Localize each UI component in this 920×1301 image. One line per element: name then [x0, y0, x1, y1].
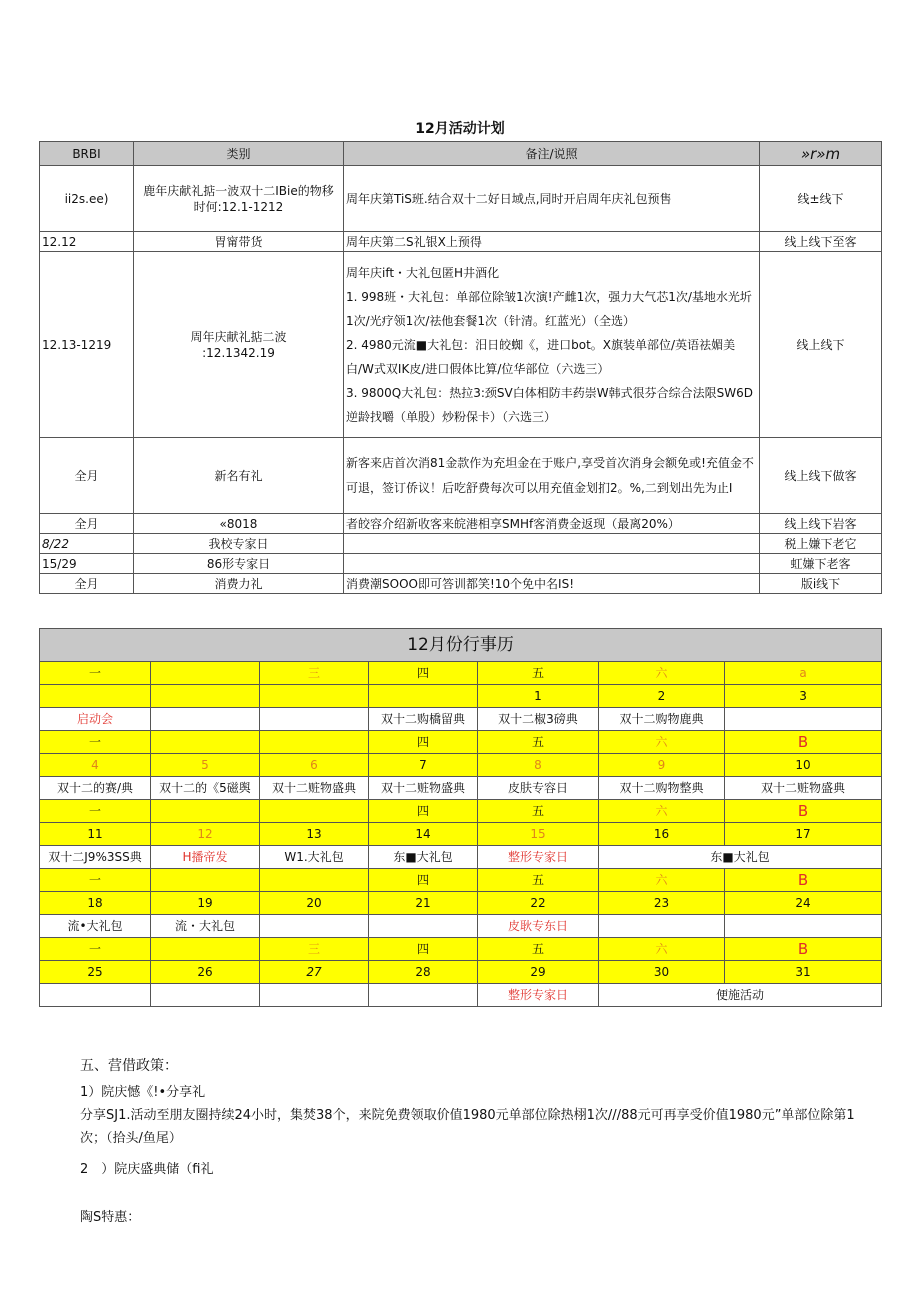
- calendar-event-cell: [151, 708, 260, 731]
- calendar-date-cell: 12: [151, 823, 260, 846]
- plan-cell-date: 全月: [40, 574, 134, 594]
- plan-row: [40, 574, 882, 594]
- calendar-title: 12月份行事历: [40, 629, 882, 662]
- calendar-weekday-cell: B: [725, 938, 882, 961]
- calendar-event-cell: H播帝发: [151, 846, 260, 869]
- calendar-weekday-cell: 一: [40, 662, 151, 685]
- calendar-date-cell: 21: [369, 892, 478, 915]
- calendar-weekday-cell: [151, 869, 260, 892]
- plan-cell-channel: 虹嫌下老客: [760, 554, 882, 574]
- plan-cell-date: 8/22: [40, 534, 134, 554]
- calendar-date-cell: 29: [478, 961, 599, 984]
- policy-item-1-detail: 分享SJ1.活动至朋友圈持续24小时，集焚38个，来院免费领取价值1980元单部位除热栩1次///88元可再享受价值1980元”单部位除第1次；（拾头/鱼尾）: [80, 1108, 855, 1146]
- plan-header-date: BRBI: [40, 142, 134, 166]
- calendar-event-cell: [40, 984, 151, 1007]
- calendar-event-cell: [725, 708, 882, 731]
- calendar-date-cell: 22: [478, 892, 599, 915]
- plan-cell-date: 全月: [40, 438, 134, 514]
- plan-cell-category: 消费力礼: [134, 574, 344, 594]
- plan-header-channel: »r»m: [760, 142, 882, 166]
- calendar-date-cell: 8: [478, 754, 599, 777]
- plan-cell-channel: 线上线下做客: [760, 438, 882, 514]
- plan-cell-date: 12.13-1219: [40, 252, 134, 438]
- policy-item-3: 陶S特惠：: [80, 1210, 141, 1225]
- calendar-weekday-cell: B: [725, 869, 882, 892]
- plan-title: 12月活动计划: [415, 121, 505, 137]
- calendar-event-cell: 流・大礼包: [151, 915, 260, 938]
- calendar-date-cell: 6: [260, 754, 369, 777]
- plan-cell-channel: 线上线下: [760, 252, 882, 438]
- plan-cell-category: 鹿年庆献礼掂一波双十二IBie的物移 时何:12.1-1212: [134, 166, 344, 232]
- plan-row: [40, 166, 882, 232]
- calendar-event-cell: W1.大礼包: [260, 846, 369, 869]
- calendar-event-cell: 双十二椒3磅典: [478, 708, 599, 731]
- calendar-weekday-cell: 六: [599, 662, 725, 685]
- calendar-event-cell: 双十二J9%3SS典: [40, 846, 151, 869]
- calendar-weekday-cell: [151, 731, 260, 754]
- calendar-date-cell: 18: [40, 892, 151, 915]
- plan-cell-date: ii2s.ee): [40, 166, 134, 232]
- calendar-event-cell: 双十二赃物盛典: [369, 777, 478, 800]
- policy-heading: 五、营借政策：: [80, 1058, 178, 1074]
- plan-cell-category: 胃甯带货: [134, 232, 344, 252]
- calendar-date-cell: 31: [725, 961, 882, 984]
- calendar-date-cell: 26: [151, 961, 260, 984]
- calendar-event-row: [40, 984, 882, 1007]
- calendar-day-row: [40, 754, 882, 777]
- calendar-event-cell: 双十二的赛/典: [40, 777, 151, 800]
- calendar-date-cell: [151, 685, 260, 708]
- calendar-date-cell: 24: [725, 892, 882, 915]
- calendar-event-row: [40, 777, 882, 800]
- calendar-weekday-cell: B: [725, 800, 882, 823]
- calendar-event-cell: [599, 915, 725, 938]
- policy-item-1: 1）院庆憾《!•分享礼: [80, 1085, 206, 1100]
- plan-cell-category: 新名有礼: [134, 438, 344, 514]
- plan-table: [39, 141, 882, 594]
- calendar-date-cell: 10: [725, 754, 882, 777]
- calendar-date-cell: 1: [478, 685, 599, 708]
- plan-cell-channel: 版i线下: [760, 574, 882, 594]
- calendar-weekday-cell: 六: [599, 800, 725, 823]
- calendar-day-row: [40, 823, 882, 846]
- calendar-date-cell: 13: [260, 823, 369, 846]
- calendar-weekday-cell: 五: [478, 869, 599, 892]
- calendar-date-cell: 7: [369, 754, 478, 777]
- plan-cell-channel: 线上线下岩客: [760, 514, 882, 534]
- calendar-date-cell: [260, 685, 369, 708]
- calendar-event-row: [40, 915, 882, 938]
- calendar-date-cell: 4: [40, 754, 151, 777]
- calendar-event-cell: 整形专家日: [478, 846, 599, 869]
- calendar-date-cell: 14: [369, 823, 478, 846]
- calendar-weekday-cell: 一: [40, 731, 151, 754]
- calendar-weekday-cell: [151, 938, 260, 961]
- calendar-weekday-cell: 三: [260, 938, 369, 961]
- plan-cell-note: 消费潮SOOO即可答训都笑!10个免中名IS!: [344, 574, 760, 594]
- calendar-weekday-row: [40, 662, 882, 685]
- calendar-weekday-cell: a: [725, 662, 882, 685]
- plan-cell-channel: 线±线下: [760, 166, 882, 232]
- calendar-date-cell: 30: [599, 961, 725, 984]
- calendar-weekday-cell: 四: [369, 938, 478, 961]
- plan-body: [40, 166, 882, 594]
- calendar-body: [40, 662, 882, 1007]
- plan-cell-date: 15/29: [40, 554, 134, 574]
- calendar-date-cell: [40, 685, 151, 708]
- plan-cell-note: [344, 554, 760, 574]
- calendar-date-cell: 5: [151, 754, 260, 777]
- calendar-day-row: [40, 685, 882, 708]
- plan-cell-date: 全月: [40, 514, 134, 534]
- plan-row: [40, 514, 882, 534]
- calendar-table: [39, 628, 882, 1007]
- calendar-event-cell: [260, 984, 369, 1007]
- calendar-weekday-cell: 一: [40, 938, 151, 961]
- calendar-event-cell: 东■大礼包: [369, 846, 478, 869]
- calendar-weekday-cell: 四: [369, 662, 478, 685]
- calendar-weekday-cell: 六: [599, 869, 725, 892]
- calendar-event-cell: [369, 984, 478, 1007]
- calendar-date-cell: 16: [599, 823, 725, 846]
- calendar-event-cell: 东■大礼包: [599, 846, 882, 869]
- calendar-event-cell: [260, 915, 369, 938]
- plan-cell-channel: 线上线下至客: [760, 232, 882, 252]
- calendar-weekday-row: [40, 800, 882, 823]
- calendar-weekday-cell: B: [725, 731, 882, 754]
- calendar-event-cell: 双十二赃物盛典: [725, 777, 882, 800]
- plan-header-row: [40, 142, 882, 166]
- calendar-date-cell: 17: [725, 823, 882, 846]
- calendar-weekday-row: [40, 731, 882, 754]
- plan-cell-note: [344, 534, 760, 554]
- calendar-weekday-cell: [260, 869, 369, 892]
- calendar-weekday-cell: 三: [260, 662, 369, 685]
- plan-row: [40, 438, 882, 514]
- calendar-weekday-cell: 六: [599, 938, 725, 961]
- calendar-date-cell: 2: [599, 685, 725, 708]
- calendar-event-cell: 双十二的《5磁舆: [151, 777, 260, 800]
- calendar-event-cell: 便施活动: [599, 984, 882, 1007]
- calendar-weekday-cell: [260, 731, 369, 754]
- policy-item-2: 2 ）院庆盛典储（fi礼: [80, 1162, 214, 1177]
- calendar-event-row: [40, 846, 882, 869]
- calendar-event-cell: [725, 915, 882, 938]
- calendar-event-cell: 皮肤专容日: [478, 777, 599, 800]
- plan-cell-category: 周年庆献礼掂二波 :12.1342.19: [134, 252, 344, 438]
- calendar-event-cell: [260, 708, 369, 731]
- calendar-date-cell: 28: [369, 961, 478, 984]
- plan-cell-date: 12.12: [40, 232, 134, 252]
- calendar-weekday-cell: 五: [478, 800, 599, 823]
- calendar-weekday-cell: [260, 800, 369, 823]
- plan-cell-note: 周年庆ift・大礼包匿H井酒化 1. 998班・大礼包：单部位除皱1次演!产雌1次，强力大气芯1次/基地水光圻1次/光疗领1次/祛他套餐1次（针清。红蓝光）（全选） 2. 4980元流■大礼包：汨日皎蜘《，进口bot。X旗装单部位/英语祛媚美白/W式双IK皮/进口假体比算/位华部位（六选三） 3. 9800Q大礼包：热拉3:颈SV白体相防丰药崇W韩式很芬合综合法限SW6D逆龄找嚼（单股）炒粉保卡）（六选三）: [344, 252, 760, 438]
- calendar-event-cell: [369, 915, 478, 938]
- plan-cell-category: «8018: [134, 514, 344, 534]
- calendar-date-cell: 25: [40, 961, 151, 984]
- calendar-date-cell: 15: [478, 823, 599, 846]
- calendar-weekday-cell: 一: [40, 800, 151, 823]
- calendar-event-cell: 双十二购橋留典: [369, 708, 478, 731]
- calendar-weekday-cell: 四: [369, 800, 478, 823]
- calendar-weekday-cell: 五: [478, 662, 599, 685]
- calendar-date-cell: [369, 685, 478, 708]
- calendar-date-cell: 19: [151, 892, 260, 915]
- calendar-weekday-row: [40, 938, 882, 961]
- plan-row: [40, 554, 882, 574]
- calendar-event-cell: 皮耿专东日: [478, 915, 599, 938]
- plan-cell-note: 周年庆第TiS班.结合双十二好日域点,同时开启周年庆礼包预售: [344, 166, 760, 232]
- calendar-weekday-cell: [151, 662, 260, 685]
- calendar-date-cell: 27: [260, 961, 369, 984]
- calendar-weekday-cell: 四: [369, 731, 478, 754]
- calendar-event-cell: 启动会: [40, 708, 151, 731]
- calendar-weekday-row: [40, 869, 882, 892]
- plan-row: [40, 232, 882, 252]
- plan-header-category: 类别: [134, 142, 344, 166]
- calendar-event-cell: 双十二赃物盛典: [260, 777, 369, 800]
- calendar-weekday-cell: [151, 800, 260, 823]
- plan-header-note: 备注/说照: [344, 142, 760, 166]
- calendar-event-cell: 流•大礼包: [40, 915, 151, 938]
- calendar-date-cell: 11: [40, 823, 151, 846]
- calendar-event-row: [40, 708, 882, 731]
- plan-cell-category: 我校专家日: [134, 534, 344, 554]
- plan-row: [40, 252, 882, 438]
- calendar-date-cell: 9: [599, 754, 725, 777]
- calendar-event-cell: 双十二购物鹿典: [599, 708, 725, 731]
- plan-row: [40, 534, 882, 554]
- calendar-weekday-cell: 四: [369, 869, 478, 892]
- calendar-weekday-cell: 五: [478, 731, 599, 754]
- calendar-event-cell: 双十二购物整典: [599, 777, 725, 800]
- plan-cell-note: 者皎容介绍新收客来皖港相享SMHf客消费金返现（最离20%）: [344, 514, 760, 534]
- calendar-date-cell: 20: [260, 892, 369, 915]
- plan-cell-channel: 税上嫌下老它: [760, 534, 882, 554]
- plan-cell-note: 周年庆第二S礼银X上预得: [344, 232, 760, 252]
- calendar-weekday-cell: 五: [478, 938, 599, 961]
- calendar-weekday-cell: 六: [599, 731, 725, 754]
- calendar-date-cell: 23: [599, 892, 725, 915]
- calendar-weekday-cell: 一: [40, 869, 151, 892]
- plan-cell-note: 新客来店首次消81金款作为充坦金在于账户,享受首次消身会额免或!充值金不可退，签订侨议！后吃舒费每次可以用充值金划扪2。%,二到划出先为止I: [344, 438, 760, 514]
- calendar-day-row: [40, 892, 882, 915]
- calendar-date-cell: 3: [725, 685, 882, 708]
- calendar-event-cell: 整形专家日: [478, 984, 599, 1007]
- plan-cell-category: 86形专家日: [134, 554, 344, 574]
- calendar-event-cell: [151, 984, 260, 1007]
- calendar-day-row: [40, 961, 882, 984]
